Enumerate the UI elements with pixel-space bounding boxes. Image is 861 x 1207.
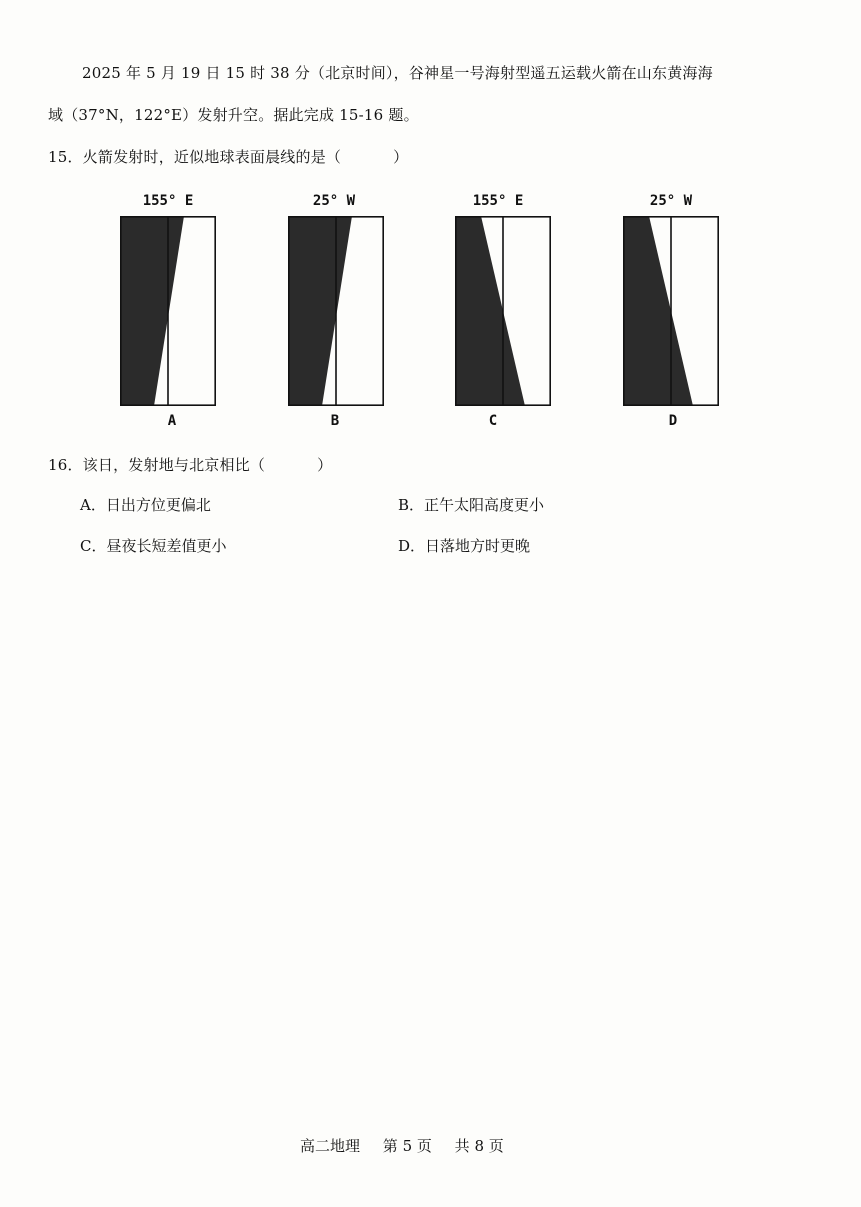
page-footer	[300, 1135, 522, 1156]
diagram-b-meridian-label: 25° W	[312, 193, 356, 209]
diagram-c-meridian-label: 155° E	[472, 193, 524, 209]
intro-line-1: 2025 年 5 月 19 日 15 时 38 分（北京时间），谷神星一号海射型遥五运载火箭在山东黄海海	[82, 64, 713, 82]
option-c[interactable]: C．昼夜长短差值更小	[80, 537, 227, 555]
diagram-c-night-area	[455, 216, 525, 406]
diagram-a-meridian-label: 155° E	[142, 193, 194, 209]
question-15-stem	[48, 146, 408, 167]
diagram-b-letter: B	[330, 413, 340, 429]
option-b[interactable]: B．正午太阳高度更小	[398, 496, 545, 514]
footer-subject: 高二地理	[300, 1137, 361, 1155]
footer-page-number: 第 5 页	[382, 1137, 432, 1155]
question-15-text: 15．火箭发射时，近似地球表面晨线的是（	[48, 148, 342, 166]
intro-line-2: 域（37°N，122°E）发射升空。据此完成 15-16 题。	[48, 106, 419, 124]
question-16-text: 16．该日，发射地与北京相比（	[48, 456, 266, 474]
footer-total-pages: 共 8 页	[454, 1137, 504, 1155]
option-a[interactable]: A．日出方位更偏北	[80, 496, 211, 514]
question-15-close: ）	[393, 148, 409, 166]
option-d[interactable]: D．日落地方时更晚	[398, 537, 531, 555]
question-16-stem	[48, 454, 332, 475]
diagram-d-night-area	[623, 216, 693, 406]
diagram-d-letter: D	[668, 413, 678, 429]
diagram-c-letter: C	[488, 413, 498, 429]
diagram-a-night-area	[120, 216, 184, 406]
diagram-b-night-area	[288, 216, 352, 406]
question-16-close: ）	[317, 456, 333, 474]
diagram-d-meridian-label: 25° W	[649, 193, 693, 209]
diagram-a-letter: A	[167, 413, 177, 429]
